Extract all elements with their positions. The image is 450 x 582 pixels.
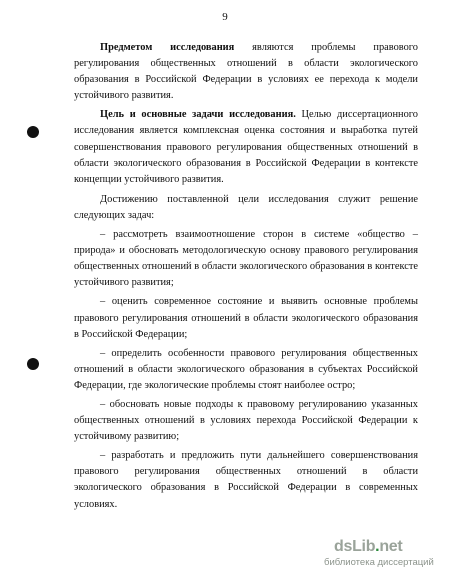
watermark xyxy=(324,538,446,582)
paragraph-goal: Цель и основные задачи исследования. Целью диссертационного исследования является комплексная оценка состояния и выработка путей совершенствования правового регулирования общественных отношений в области экологического образования в Российской Федерации в контексте концепции устойчивого развития. xyxy=(74,109,418,185)
task-item: – рассмотреть взаимоотношение сторон в системе «общество – природа» и обосновать методологическую основу правового регулирования общественных отношений в области экологического образования в контексте устойчивого развития; xyxy=(74,229,418,289)
task-item: – оценить современное состояние и выявить основные проблемы правового регулирования отношений в области экологического образования в Российской Федерации; xyxy=(74,296,418,340)
task-item: – обосновать новые подходы к правовому регулированию указанных общественных отношений в условиях перехода Российской Федерации к устойчивому развитию; xyxy=(74,398,418,443)
bold-lead: Предметом исследования xyxy=(100,42,235,53)
watermark-logo: dsLib.net xyxy=(334,538,403,555)
binder-hole xyxy=(27,358,39,370)
task-item: – разработать и предложить пути дальнейшего совершенствования правового регулирования общественных отношений в области экологического образования в Российской Федерации в современных условиях. xyxy=(74,450,418,510)
watermark-subtitle: библиотека диссертаций xyxy=(324,557,434,568)
paragraph-tasks-intro: Достижению поставленной цели исследования служит решение следующих задач: xyxy=(74,193,418,221)
page-number: 9 xyxy=(222,11,228,23)
binder-hole xyxy=(27,126,39,138)
document-body xyxy=(74,40,418,513)
bold-lead: Цель и основные задачи исследования. xyxy=(100,109,296,121)
task-item: – определить особенности правового регулирования общественных отношений в области экологического образования в субъектах Российской Федерации, где экологические проблемы стоят наиболее остро; xyxy=(74,347,418,391)
paragraph-subject: Предметом исследования являются проблемы правового регулирования общественных отношений в области экологического образования в Российской Федерации в условиях ее перехода к модели устойчивого развития. xyxy=(74,42,419,102)
